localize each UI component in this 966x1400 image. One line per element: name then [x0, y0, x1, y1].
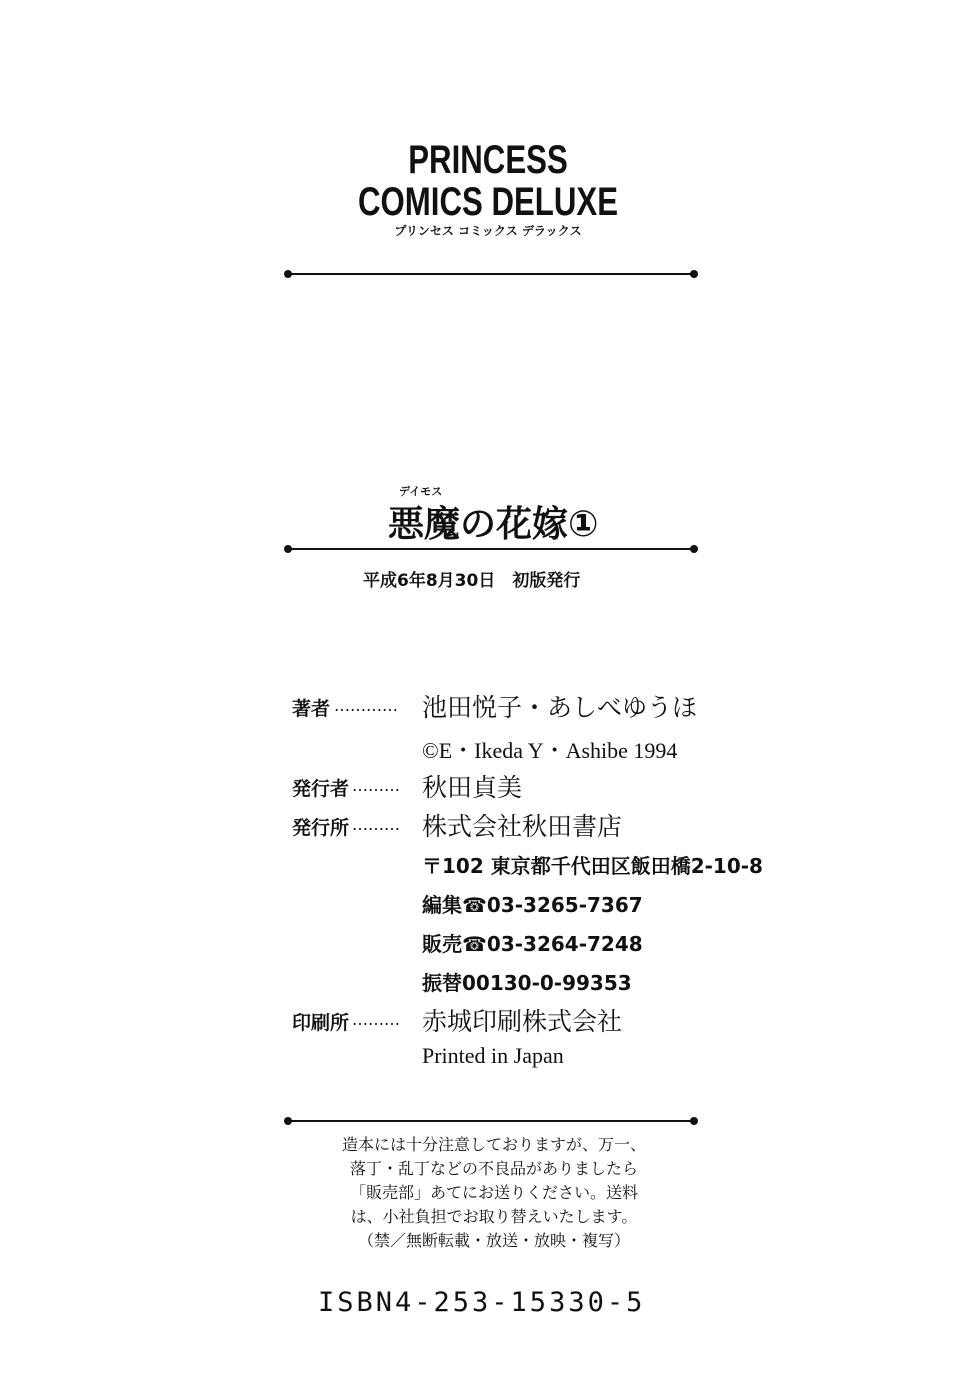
- title-ruby: デイモス: [399, 485, 443, 498]
- printer-label: 印刷所: [292, 1012, 350, 1034]
- author-dots: …………: [334, 696, 398, 715]
- notice-line: （禁／無断転載・放送・放映・複写）: [357, 1231, 630, 1250]
- notice-line: は、小社負担でお取り替えいたします。: [350, 1207, 638, 1226]
- sales-phone: 販売☎03-3264-7248: [422, 932, 643, 956]
- address: 〒102 東京都千代田区飯田橋2-10-8: [422, 854, 763, 878]
- author-label: 著者: [292, 698, 331, 720]
- notice-line: 落丁・乱丁などの不良品がありましたら: [349, 1159, 638, 1178]
- series-title-line1: PRINCESS: [408, 138, 568, 182]
- title-divider: [288, 548, 694, 550]
- series-kana: プリンセス コミックス デラックス: [394, 224, 582, 238]
- notice-block: [314, 1133, 674, 1253]
- notice-divider: [288, 1120, 694, 1122]
- printed-in: Printed in Japan: [422, 1043, 564, 1068]
- book-title: 悪魔の花嫁①: [388, 504, 599, 545]
- author-value: 池田悦子・あしべゆうほ: [422, 693, 698, 722]
- isbn: ISBN4-253-15330-5: [318, 1287, 646, 1318]
- series-title-line2: COMICS DELUXE: [357, 180, 619, 224]
- office-label: 発行所: [292, 817, 350, 839]
- notice-line: 「販売部」あてにお送りください。送料: [349, 1183, 638, 1202]
- copyright: ©E・Ikeda Y・Ashibe 1994: [422, 738, 678, 763]
- notice-line: 造本には十分注意しておりますが、万一、: [341, 1135, 646, 1154]
- printer-dots: ………: [352, 1010, 400, 1029]
- printer-value: 赤城印刷株式会社: [422, 1007, 623, 1036]
- publisher-dots: ………: [352, 776, 400, 795]
- publisher-label: 発行者: [292, 778, 350, 800]
- transfer-account: 振替00130-0-99353: [422, 971, 632, 995]
- edition-date: 平成6年8月30日 初版発行: [363, 571, 581, 591]
- publisher-value: 秋田貞美: [422, 773, 523, 802]
- office-dots: ………: [352, 815, 400, 834]
- office-value: 株式会社秋田書店: [422, 812, 623, 841]
- top-divider: [288, 273, 694, 275]
- editorial-phone: 編集☎03-3265-7367: [422, 893, 643, 917]
